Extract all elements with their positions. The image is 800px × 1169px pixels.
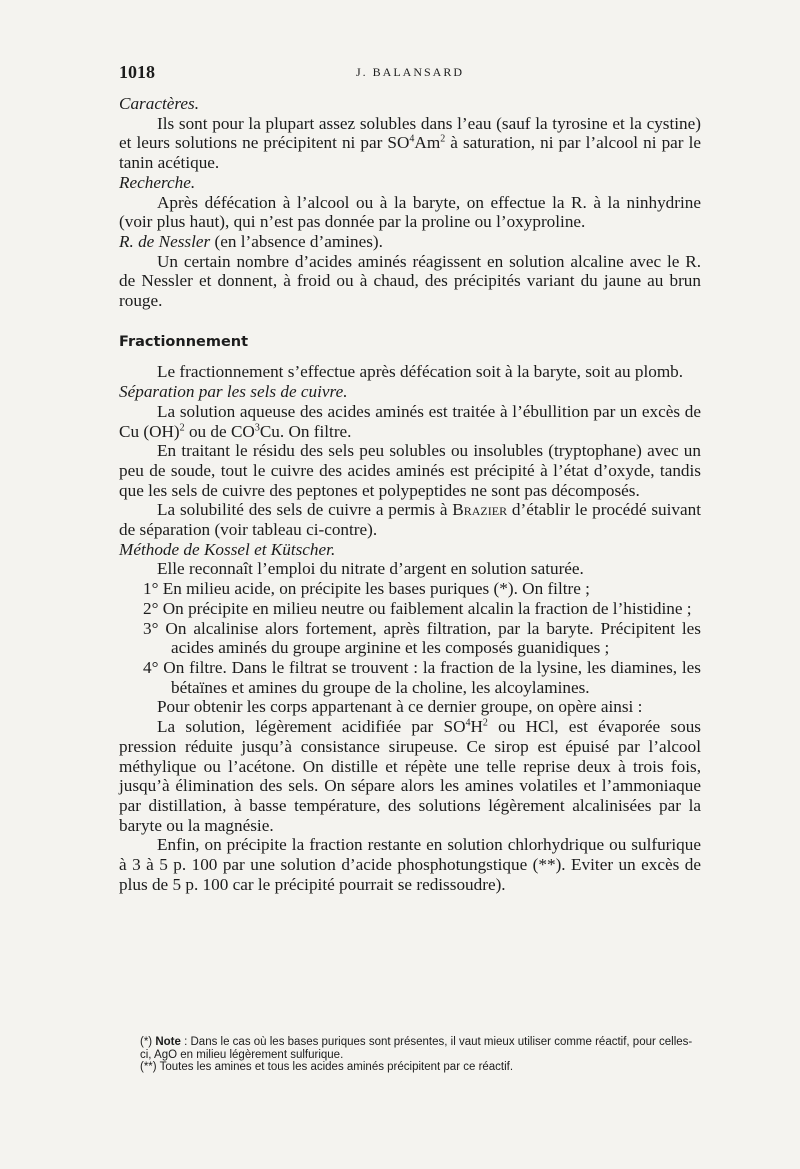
separation-paragraph-1 — [119, 402, 701, 441]
superscript: 4 — [409, 133, 415, 145]
footnotes — [128, 1036, 700, 1074]
superscript: 2 — [440, 133, 446, 145]
final-paragraph: Enfin, on précipite la fraction restante en solution chlorhydrique ou sulfurique à 3 à 5 p. 100 par une solution d’acide phosphotungstique (**). Eviter un excès de plus de 5 p. 100 car le précipité pourrait se redissoudre). — [119, 835, 701, 894]
superscript: 2 — [179, 421, 185, 433]
list-item — [119, 599, 701, 619]
evaporation-paragraph — [119, 717, 701, 835]
list-text: En milieu acide, on précipite les bases puriques (*). On filtre ; — [162, 579, 590, 599]
running-author: J. BALANSARD — [355, 65, 464, 79]
list-number: 2° — [143, 598, 159, 618]
text-run: La solution, légèrement acidifiée par SO — [157, 717, 466, 737]
group-paragraph: Pour obtenir les corps appartenant à ce dernier groupe, on opère ainsi : — [157, 697, 643, 717]
list-number: 4° — [143, 657, 159, 677]
fractionnement-paragraph-1: Le fractionnement s’effectue après défécation soit à la baryte, soit au plomb. — [157, 362, 684, 382]
footnote-label: Note — [155, 1036, 181, 1048]
separation-heading: Séparation par les sels de cuivre. — [119, 382, 348, 402]
text-run: à saturation, ni par l’alcool ni par le tanin acétique. — [119, 133, 701, 173]
caracteres-paragraph — [119, 114, 701, 173]
list-text: On alcalinise alors fortement, après filtration, par la baryte. Précipitent les acides aminés du groupe arginine et les composés guanidiques ; — [165, 618, 701, 658]
list-number: 1° — [143, 579, 159, 599]
author-name: Brazier — [452, 500, 508, 520]
text-run: La solution aqueuse des acides aminés est traitée à l’ébullition par un excès de Cu (OH) — [119, 401, 701, 441]
list-number: 3° — [143, 618, 159, 638]
text-run: Am — [414, 133, 441, 153]
text-run: ou HCl, est évaporée sous pression réduite jusqu’à consistance sirupeuse. Ce sirop est épuisé par l’alcool méthylique ou l’acétone. On distille et répète une telle reprise deux à trois fois, jusqu’à élimination des sels. On sépare alors les amines volatiles et l’ammoniaque par distillation, à basse température, des solutions légèrement alcalinisées par la baryte ou la magnésie. — [119, 717, 701, 835]
text-run: Ils sont pour la plupart assez solubles dans l’eau (sauf la tyrosine et la cystine) et leurs solutions ne précipitent ni par SO — [119, 113, 701, 153]
caracteres-heading: Caractères. — [119, 94, 200, 113]
spacer — [119, 311, 701, 333]
superscript: 4 — [465, 717, 471, 729]
text-run: Cu. On filtre. — [259, 421, 352, 441]
list-item — [119, 579, 701, 599]
running-header — [119, 62, 701, 86]
text-run: d’établir le procédé suivant de séparation (voir tableau ci-contre). — [119, 500, 701, 540]
kossel-heading: Méthode de Kossel et Kütscher. — [119, 539, 336, 559]
kossel-paragraph: Elle reconnaît l’emploi du nitrate d’argent en solution saturée. — [157, 559, 584, 579]
list-item — [119, 619, 701, 658]
page-number: 1018 — [119, 62, 155, 82]
nessler-heading-tail: (en l’absence d’amines). — [210, 231, 383, 251]
text-run: H — [470, 717, 483, 737]
recherche-heading: Recherche. — [119, 172, 196, 192]
nessler-paragraph: Un certain nombre d’acides aminés réagissent en solution alcaline avec le R. de Nessler et donnent, à froid ou à chaud, des précipités variant du jaune au brun rouge. — [119, 251, 701, 311]
footnote-text: : Dans le cas où les bases puriques sont présentes, il vaut mieux utiliser comme réactif, pour celles-ci, AgO en milieu légèrement sulfurique. — [140, 1036, 693, 1061]
list-item — [119, 658, 701, 697]
recherche-paragraph: Après défécation à l’alcool ou à la baryte, on effectue la R. à la ninhydrine (voir plus haut), qui n’est pas donnée par la proline ou l’oxyproline. — [119, 192, 701, 232]
separation-paragraph-3 — [119, 500, 701, 539]
list-text: On précipite en milieu neutre ou faiblement alcalin la fraction de l’histidine ; — [162, 598, 692, 618]
main-text — [119, 94, 701, 894]
superscript: 2 — [482, 717, 488, 729]
footnote-1 — [128, 1036, 700, 1061]
section-title: Fractionnement — [119, 333, 249, 350]
text-run: La solubilité des sels de cuivre a permis à — [157, 500, 453, 520]
nessler-heading: R. de Nessler — [119, 231, 211, 251]
footnote-mark: (*) — [140, 1036, 156, 1048]
separation-paragraph-2: En traitant le résidu des sels peu solubles ou insolubles (tryptophane) avec un peu de soude, tout le cuivre des acides aminés est précipité à l’état d’oxyde, tandis que les sels de cuivre des peptones et polypeptides ne sont pas décomposés. — [119, 441, 701, 500]
footnote-2: (**) Toutes les amines et tous les acides aminés précipitent par ce réactif. — [140, 1061, 514, 1073]
superscript: 3 — [254, 421, 260, 433]
text-run: ou de CO — [184, 421, 255, 441]
list-text: On filtre. Dans le filtrat se trouvent : la fraction de la lysine, les diamines, les bétaïnes et amines du groupe de la choline, les alcoylamines. — [163, 657, 701, 697]
nessler-heading-line — [119, 232, 701, 252]
